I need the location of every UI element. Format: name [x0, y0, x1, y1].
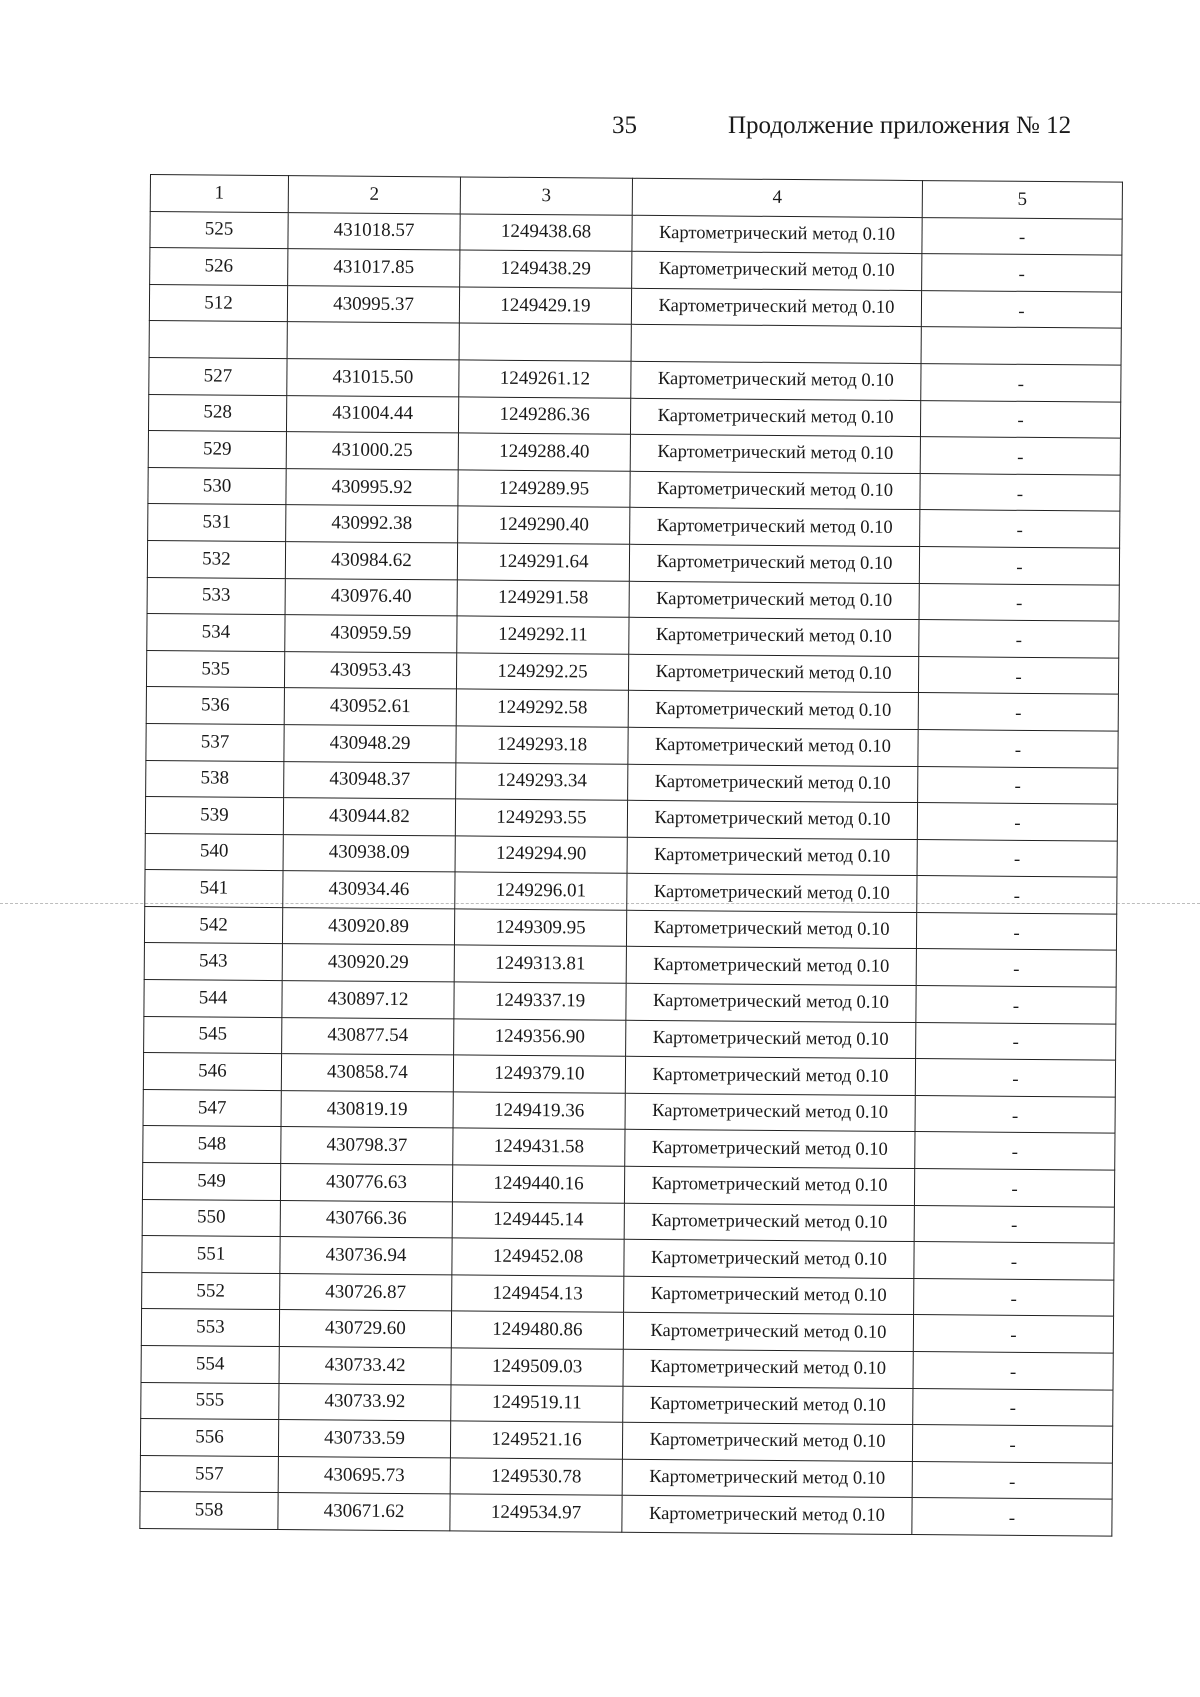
note-value: -	[1009, 1471, 1016, 1493]
y-coordinate-cell: 1249291.58	[457, 579, 629, 617]
y-coordinate-cell: 1249438.68	[460, 214, 632, 252]
method-cell: Картометрический метод 0.10	[628, 764, 918, 803]
y-coordinate-cell: 1249288.40	[458, 433, 630, 471]
x-coordinate-cell: 430733.42	[279, 1347, 451, 1385]
x-coordinate-cell: 430766.36	[280, 1200, 452, 1238]
note-value: -	[1011, 1215, 1018, 1237]
point-number-cell: 537	[146, 723, 284, 761]
method-cell: Картометрический метод 0.10	[624, 1276, 914, 1315]
point-number-cell: 527	[149, 357, 287, 395]
note-cell	[917, 803, 1117, 841]
method-cell: Картометрический метод 0.10	[626, 910, 916, 949]
note-value: -	[1013, 849, 1021, 871]
note-value: -	[1010, 1324, 1017, 1347]
note-cell	[918, 656, 1118, 694]
note-value: -	[1009, 1361, 1017, 1383]
note-value: -	[1017, 446, 1024, 468]
note-cell	[913, 1388, 1113, 1426]
x-coordinate-cell: 430934.46	[283, 871, 455, 909]
point-number-cell: 525	[150, 211, 288, 249]
y-coordinate-cell: 1249519.11	[451, 1384, 623, 1422]
note-value: -	[1018, 263, 1025, 285]
point-number-cell: 544	[144, 980, 282, 1018]
x-coordinate-cell	[287, 322, 459, 360]
y-coordinate-cell: 1249509.03	[451, 1348, 623, 1386]
note-cell	[915, 1132, 1115, 1170]
note-value: -	[1015, 593, 1023, 615]
y-coordinate-cell: 1249356.90	[454, 1019, 626, 1057]
point-number-cell: 553	[141, 1309, 279, 1347]
column-header: 4	[632, 178, 922, 217]
note-cell	[919, 546, 1119, 584]
method-cell: Картометрический метод 0.10	[625, 1057, 915, 1096]
y-coordinate-cell: 1249291.64	[457, 543, 629, 581]
y-coordinate-cell: 1249419.36	[453, 1092, 625, 1130]
note-cell	[912, 1461, 1112, 1499]
note-cell	[914, 1278, 1114, 1316]
page-number: 35	[612, 112, 637, 139]
method-cell: Картометрический метод 0.10	[630, 398, 920, 437]
y-coordinate-cell: 1249521.16	[450, 1421, 622, 1459]
x-coordinate-cell: 430877.54	[282, 1017, 454, 1055]
method-cell: Картометрический метод 0.10	[624, 1239, 914, 1278]
method-cell: Картометрический метод 0.10	[623, 1313, 913, 1352]
note-cell	[915, 1059, 1115, 1097]
x-coordinate-cell: 431000.25	[286, 432, 458, 470]
note-cell	[919, 620, 1119, 658]
x-coordinate-cell: 430920.89	[282, 907, 454, 945]
method-cell: Картометрический метод 0.10	[623, 1349, 913, 1388]
method-cell: Картометрический метод 0.10	[622, 1496, 912, 1535]
note-cell	[918, 729, 1118, 767]
coordinates-table	[139, 174, 1123, 1537]
x-coordinate-cell: 430920.29	[282, 944, 454, 982]
method-cell: Картометрический метод 0.10	[629, 617, 919, 656]
point-number-cell: 554	[141, 1345, 279, 1383]
x-coordinate-cell: 430995.37	[287, 285, 459, 323]
x-coordinate-cell: 430948.37	[284, 761, 456, 799]
method-cell: Картометрический метод 0.10	[630, 434, 920, 473]
method-cell: Картометрический метод 0.10	[631, 288, 921, 327]
note-cell	[921, 364, 1121, 402]
note-cell	[914, 1205, 1114, 1243]
x-coordinate-cell: 430695.73	[278, 1456, 450, 1494]
y-coordinate-cell: 1249431.58	[453, 1128, 625, 1166]
point-number-cell: 552	[142, 1272, 280, 1310]
y-coordinate-cell: 1249379.10	[453, 1055, 625, 1093]
point-number-cell: 557	[140, 1455, 278, 1493]
column-header: 3	[460, 177, 632, 215]
point-number-cell: 542	[144, 906, 282, 944]
point-number-cell: 540	[145, 833, 283, 871]
note-cell	[918, 766, 1118, 804]
note-cell	[916, 986, 1116, 1024]
y-coordinate-cell: 1249530.78	[450, 1458, 622, 1496]
coordinates-table-wrapper	[139, 174, 1122, 1537]
note-value: -	[1016, 483, 1024, 505]
note-cell	[920, 437, 1120, 475]
x-coordinate-cell: 430938.09	[283, 834, 455, 872]
y-coordinate-cell: 1249445.14	[452, 1202, 624, 1240]
point-number-cell: 526	[150, 248, 288, 286]
x-coordinate-cell: 430736.94	[280, 1237, 452, 1275]
y-coordinate-cell: 1249429.19	[459, 287, 631, 325]
note-cell	[916, 1022, 1116, 1060]
method-cell: Картометрический метод 0.10	[627, 800, 917, 839]
note-cell	[913, 1315, 1113, 1353]
method-cell: Картометрический метод 0.10	[628, 727, 918, 766]
x-coordinate-cell: 430798.37	[281, 1127, 453, 1165]
page-header	[0, 112, 1120, 152]
x-coordinate-cell: 430948.29	[284, 724, 456, 762]
page-caption: Продолжение приложения № 12	[728, 112, 1072, 139]
note-value: -	[1018, 300, 1025, 322]
y-coordinate-cell: 1249337.19	[454, 982, 626, 1020]
note-value: -	[1016, 556, 1023, 578]
point-number-cell: 548	[143, 1126, 281, 1164]
note-cell	[920, 473, 1120, 511]
method-cell: Картометрический метод 0.10	[626, 1020, 916, 1059]
x-coordinate-cell: 430976.40	[285, 578, 457, 616]
point-number-cell: 533	[147, 577, 285, 615]
method-cell: Картометрический метод 0.10	[624, 1166, 914, 1205]
y-coordinate-cell: 1249292.25	[456, 653, 628, 691]
y-coordinate-cell: 1249440.16	[452, 1165, 624, 1203]
note-value: -	[1015, 702, 1022, 724]
y-coordinate-cell: 1249289.95	[458, 470, 630, 508]
x-coordinate-cell: 430944.82	[283, 798, 455, 836]
x-coordinate-cell: 430726.87	[280, 1273, 452, 1311]
x-coordinate-cell: 430729.60	[279, 1310, 451, 1348]
method-cell	[631, 325, 921, 364]
x-coordinate-cell: 430858.74	[281, 1054, 453, 1092]
y-coordinate-cell: 1249290.40	[458, 506, 630, 544]
method-cell: Картометрический метод 0.10	[625, 1093, 915, 1132]
method-cell: Картометрический метод 0.10	[628, 654, 918, 693]
point-number-cell: 532	[147, 540, 285, 578]
note-cell	[917, 839, 1117, 877]
method-cell: Картометрический метод 0.10	[627, 874, 917, 913]
point-number-cell: 547	[143, 1089, 281, 1127]
x-coordinate-cell: 430952.61	[284, 688, 456, 726]
note-value: -	[1015, 666, 1022, 688]
note-value: -	[1010, 1288, 1017, 1310]
note-value: -	[1013, 959, 1020, 981]
x-coordinate-cell: 430953.43	[284, 651, 456, 689]
method-cell: Картометрический метод 0.10	[624, 1203, 914, 1242]
note-value: -	[1014, 776, 1021, 798]
x-coordinate-cell: 430733.92	[279, 1383, 451, 1421]
y-coordinate-cell: 1249480.86	[451, 1311, 623, 1349]
note-value: -	[1014, 739, 1022, 761]
note-value: -	[1009, 1434, 1016, 1456]
point-number-cell: 539	[145, 797, 283, 835]
x-coordinate-cell: 430671.62	[278, 1493, 450, 1531]
note-cell	[921, 327, 1121, 365]
note-value: -	[1012, 995, 1020, 1017]
note-value: -	[1011, 1178, 1018, 1200]
note-cell	[920, 400, 1120, 438]
y-coordinate-cell: 1249309.95	[454, 909, 626, 947]
note-value: -	[1009, 1398, 1017, 1420]
note-value: -	[1016, 519, 1023, 542]
y-coordinate-cell: 1249293.18	[456, 726, 628, 764]
x-coordinate-cell: 431018.57	[288, 212, 460, 250]
note-value: -	[1013, 922, 1020, 944]
note-value: -	[1012, 1032, 1019, 1054]
method-cell: Картометрический метод 0.10	[627, 837, 917, 876]
y-coordinate-cell: 1249292.58	[456, 689, 628, 727]
y-coordinate-cell: 1249313.81	[454, 945, 626, 983]
y-coordinate-cell: 1249296.01	[455, 872, 627, 910]
note-cell	[921, 290, 1121, 328]
y-coordinate-cell	[459, 323, 631, 361]
x-coordinate-cell: 430984.62	[285, 542, 457, 580]
method-cell: Картометрический метод 0.10	[628, 691, 918, 730]
note-value: -	[1012, 1068, 1019, 1090]
point-number-cell: 551	[142, 1236, 280, 1274]
note-value: -	[1011, 1142, 1019, 1164]
method-cell: Картометрический метод 0.10	[622, 1459, 912, 1498]
method-cell: Картометрический метод 0.10	[631, 361, 921, 400]
point-number-cell: 550	[142, 1199, 280, 1237]
x-coordinate-cell: 430776.63	[280, 1164, 452, 1202]
note-value: -	[1008, 1507, 1016, 1530]
note-cell	[912, 1425, 1112, 1463]
y-coordinate-cell: 1249286.36	[458, 396, 630, 434]
note-value: -	[1017, 410, 1024, 432]
y-coordinate-cell: 1249293.34	[456, 762, 628, 800]
note-cell	[918, 693, 1118, 731]
point-number-cell: 541	[145, 870, 283, 908]
note-cell	[914, 1169, 1114, 1207]
method-cell: Картометрический метод 0.10	[626, 983, 916, 1022]
point-number-cell: 512	[149, 284, 287, 322]
note-cell	[914, 1242, 1114, 1280]
y-coordinate-cell: 1249261.12	[459, 360, 631, 398]
point-number-cell: 546	[143, 1053, 281, 1091]
x-coordinate-cell: 431015.50	[287, 359, 459, 397]
point-number-cell: 531	[148, 504, 286, 542]
y-coordinate-cell: 1249534.97	[450, 1494, 622, 1532]
note-value: -	[1011, 1105, 1019, 1127]
method-cell: Картометрический метод 0.10	[629, 581, 919, 620]
point-number-cell: 545	[144, 1016, 282, 1054]
table-row	[140, 1492, 1112, 1536]
method-cell: Картометрический метод 0.10	[632, 251, 922, 290]
x-coordinate-cell: 430897.12	[282, 981, 454, 1019]
point-number-cell: 535	[146, 650, 284, 688]
method-cell: Картометрический метод 0.10	[630, 508, 920, 547]
y-coordinate-cell: 1249452.08	[452, 1238, 624, 1276]
x-coordinate-cell: 431004.44	[286, 395, 458, 433]
x-coordinate-cell: 430733.59	[278, 1420, 450, 1458]
y-coordinate-cell: 1249454.13	[452, 1275, 624, 1313]
point-number-cell: 528	[148, 394, 286, 432]
point-number-cell: 534	[147, 614, 285, 652]
note-cell	[912, 1498, 1112, 1536]
note-cell	[916, 912, 1116, 950]
method-cell: Картометрический метод 0.10	[622, 1422, 912, 1461]
note-cell	[915, 1095, 1115, 1133]
note-value: -	[1017, 373, 1025, 395]
note-cell	[920, 510, 1120, 548]
note-cell	[916, 949, 1116, 987]
method-cell: Картометрический метод 0.10	[630, 471, 920, 510]
method-cell: Картометрический метод 0.10	[632, 215, 922, 254]
x-coordinate-cell: 430992.38	[286, 505, 458, 543]
y-coordinate-cell: 1249438.29	[460, 250, 632, 288]
method-cell: Картометрический метод 0.10	[625, 1130, 915, 1169]
note-cell	[917, 876, 1117, 914]
x-coordinate-cell: 431017.85	[288, 249, 460, 287]
column-header: 1	[150, 175, 288, 213]
point-number-cell	[149, 321, 287, 359]
note-cell	[922, 254, 1122, 292]
y-coordinate-cell: 1249292.11	[457, 616, 629, 654]
x-coordinate-cell: 430959.59	[285, 615, 457, 653]
y-coordinate-cell: 1249294.90	[455, 836, 627, 874]
point-number-cell: 529	[148, 431, 286, 469]
column-header: 2	[288, 176, 460, 214]
point-number-cell: 530	[148, 467, 286, 505]
point-number-cell: 538	[146, 760, 284, 798]
point-number-cell: 555	[141, 1382, 279, 1420]
method-cell: Картометрический метод 0.10	[629, 544, 919, 583]
point-number-cell: 536	[146, 687, 284, 725]
note-value: -	[1018, 227, 1026, 249]
note-value: -	[1013, 885, 1021, 907]
note-cell	[913, 1352, 1113, 1390]
point-number-cell: 556	[140, 1419, 278, 1457]
method-cell: Картометрический метод 0.10	[623, 1386, 913, 1425]
y-coordinate-cell: 1249293.55	[455, 799, 627, 837]
note-value: -	[1010, 1251, 1018, 1273]
table-body	[140, 211, 1122, 1536]
x-coordinate-cell: 430819.19	[281, 1090, 453, 1128]
note-cell	[922, 217, 1122, 255]
method-cell: Картометрический метод 0.10	[626, 947, 916, 986]
note-value: -	[1014, 812, 1021, 834]
column-header: 5	[922, 181, 1122, 219]
point-number-cell: 558	[140, 1492, 278, 1530]
note-value: -	[1015, 629, 1023, 651]
point-number-cell: 549	[142, 1163, 280, 1201]
point-number-cell: 543	[144, 943, 282, 981]
x-coordinate-cell: 430995.92	[286, 468, 458, 506]
note-cell	[919, 583, 1119, 621]
